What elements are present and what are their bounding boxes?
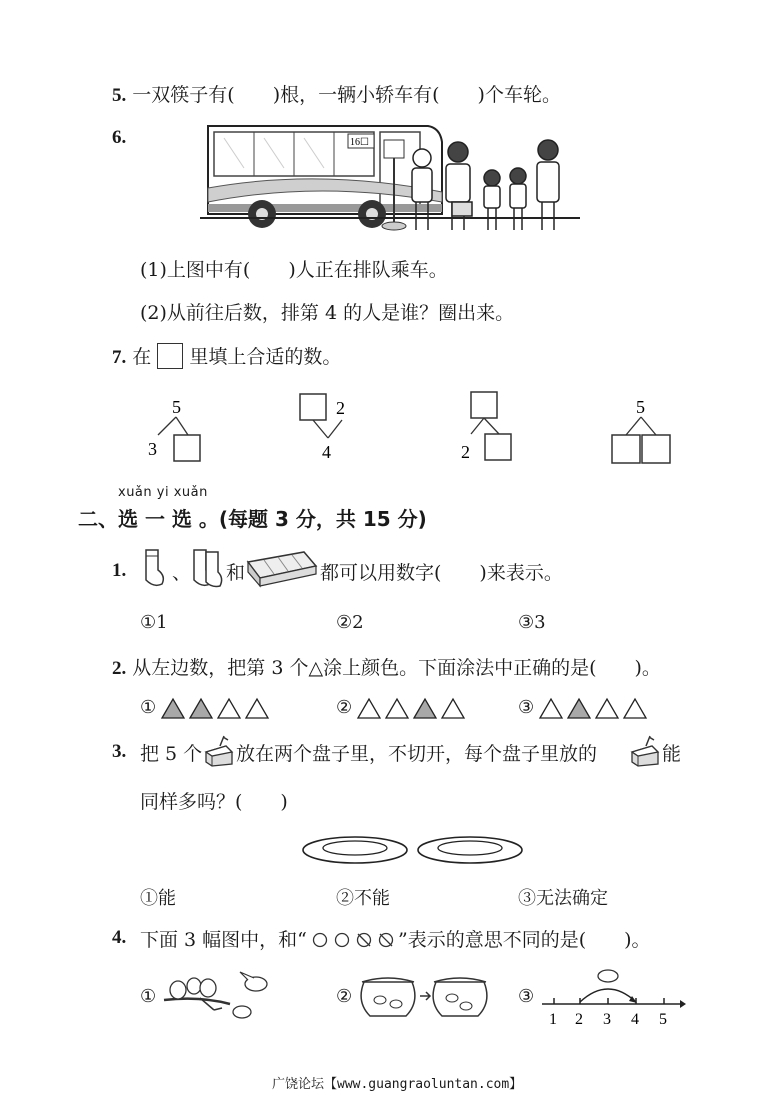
question-text-a: 在 [132,346,152,368]
answer-box[interactable] [642,435,670,463]
select-2-option-3-triangles[interactable] [538,696,650,722]
triangle-1 [540,699,562,718]
select-3-text-a: 把 5 个 [140,743,203,765]
answer-box[interactable] [485,434,511,460]
select-4-option-1-label[interactable]: ① [140,986,157,1007]
question-number: 5. [112,85,127,106]
bond-part-left: 3 [148,439,157,459]
select-1-number: 1. [112,560,127,581]
birds-on-branch-icon[interactable] [160,970,276,1022]
question-6-part-1: (1)上图中有( )人正在排队乘车。 [140,259,448,281]
triangle-1 [358,699,380,718]
tick-label: 2 [575,1011,583,1028]
question-text-b: 里填上合适的数。 [189,346,342,368]
select-4-text-b: ”表示的意思不同的是( )。 [398,929,651,951]
cake-icon [202,734,234,768]
bus-icon [208,126,442,228]
tick-label: 1 [549,1011,557,1028]
answer-box-example [157,343,183,369]
tick-label: 3 [603,1011,611,1028]
bus-number-label: 16☐ [350,137,369,148]
answer-box[interactable] [471,392,497,418]
select-3-option-3[interactable]: ③无法确定 [518,888,608,909]
answer-box[interactable] [300,394,326,420]
question-number: 7. [112,347,127,368]
tick-label: 5 [659,1011,667,1028]
triangle-4 [246,699,268,718]
triangle-2 [386,699,408,718]
number-line-ticks [554,998,664,1004]
question-number: 2. [112,658,127,679]
bond-part-right: 2 [336,398,345,418]
question-5 [112,82,561,109]
bond-total: 5 [636,397,645,417]
bus-stop-illustration [200,118,580,238]
number-bond-4 [608,395,678,467]
select-2-option-3-label[interactable]: ③ [518,697,535,718]
section-pinyin: xuǎn yi xuǎn [118,485,208,500]
question-7 [112,343,341,371]
select-1-option-2[interactable]: ②2 [336,612,364,633]
select-3-option-2[interactable]: ②不能 [336,888,390,909]
select-2-option-1-triangles[interactable] [160,696,272,722]
triangle-4 [442,699,464,718]
tick-label: 4 [631,1011,639,1028]
triangle-3 [596,699,618,718]
answer-box[interactable] [174,435,200,461]
select-1-option-3[interactable]: ③3 [518,612,546,633]
select-3-option-1[interactable]: ①能 [140,888,176,909]
two-plates-icon [300,832,530,872]
cake-icon [628,734,660,768]
number-line-jump[interactable] [536,964,686,1030]
select-3-number: 3. [112,741,127,762]
answer-box[interactable] [612,435,640,463]
select-3-text-d: 同样多吗？( ) [140,791,288,813]
triangle-2 [190,699,212,718]
bond-part-left: 2 [461,442,470,462]
bond-total: 5 [172,397,181,417]
question-6-number: 6. [112,127,127,148]
select-4-option-2-label[interactable]: ② [336,986,353,1007]
select-4-text-a: 下面 3 幅图中，和“ [140,929,307,951]
select-1-and: 和 [226,562,246,584]
question-text: 从左边数，把第 3 个△涂上颜色。下面涂法中正确的是( )。 [132,657,661,679]
triangle-2 [568,699,590,718]
triangle-1 [162,699,184,718]
triangle-4 [624,699,646,718]
select-1-text: 都可以用数字( )来表示。 [320,562,563,584]
frog-icon [598,970,618,982]
number-bond-1 [140,395,220,467]
select-4-option-3-label[interactable]: ③ [518,986,535,1007]
select-2-option-2-triangles[interactable] [356,696,468,722]
triangle-3 [218,699,240,718]
select-2-option-2-label[interactable]: ② [336,697,353,718]
sock-box-icon [244,548,320,588]
select-3-text-c: 能 [662,743,682,765]
question-6-part-2: (2)从前往后数，排第 4 的人是谁？圈出来。 [140,302,515,324]
select-1-separator: 、 [172,562,192,584]
select-1-option-1[interactable]: ①1 [140,612,168,633]
select-2-option-1-label[interactable]: ① [140,697,157,718]
number-bond-3 [455,390,525,466]
question-text: 一双筷子有( )根，一辆小轿车有( )个车轮。 [132,84,561,106]
select-3-text-b: 放在两个盘子里，不切开，每个盘子里放的 [236,743,598,765]
section-title: 二、选 一 选 。(每题 3 分，共 15 分) [78,507,427,531]
select-4-number: 4. [112,927,127,948]
triangle-3 [414,699,436,718]
question-select-2 [112,655,661,682]
bond-total: 4 [322,442,331,462]
circles-crossed-icon [312,930,408,950]
fishbowls-icon[interactable] [356,970,490,1024]
number-bond-2 [296,390,366,466]
footer-text: 广饶论坛【www.guangraoluntan.com】 [272,1077,523,1092]
